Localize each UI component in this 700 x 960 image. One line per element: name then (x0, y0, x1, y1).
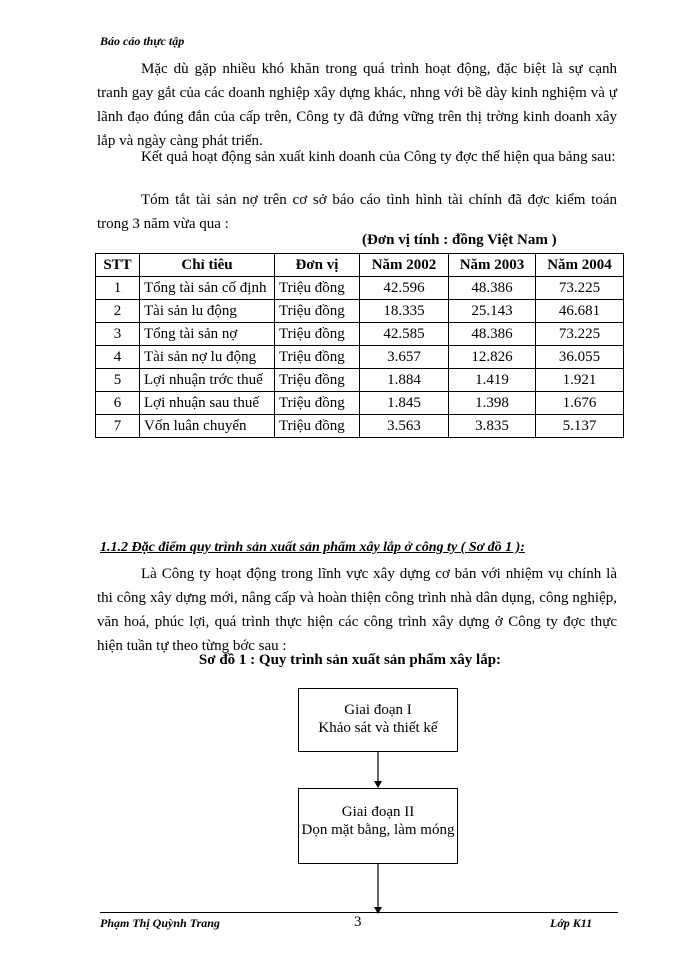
cell-stt: 6 (96, 392, 140, 415)
running-header: Báo cáo thực tập (100, 34, 185, 48)
cell-value-2003: 25.143 (449, 300, 536, 323)
cell-value-2003: 3.835 (449, 415, 536, 438)
stage-2-description: Dọn mặt bằng, làm móng (301, 822, 455, 838)
cell-value-2002: 3.657 (360, 346, 449, 369)
cell-value-2003: 48.386 (449, 323, 536, 346)
arrowhead-stage2 (374, 781, 382, 788)
cell-indicator: Tổng tài sản nợ (140, 323, 275, 346)
cell-stt: 4 (96, 346, 140, 369)
cell-value-2004: 5.137 (536, 415, 624, 438)
cell-value-2002: 1.845 (360, 392, 449, 415)
paragraph-results-intro: Kết quả hoạt động sản xuất kinh doanh của Công ty đợc thể hiện qua bảng sau: (141, 149, 616, 165)
cell-stt: 7 (96, 415, 140, 438)
stage-box-2 (298, 788, 458, 864)
header-indicator: Chỉ tiêu (140, 254, 275, 277)
stage-box-1 (298, 688, 458, 752)
footer-divider (100, 912, 618, 913)
stage-2-label: Giai đoạn II (341, 804, 415, 820)
cell-unit: Triệu đồng (275, 392, 360, 415)
footer-class: Lớp K11 (550, 916, 593, 930)
cell-unit: Triệu đồng (275, 277, 360, 300)
header-unit: Đơn vị (275, 254, 360, 277)
cell-value-2003: 1.419 (449, 369, 536, 392)
cell-indicator: Tổng tài sản cố định (140, 277, 275, 300)
cell-value-2002: 42.585 (360, 323, 449, 346)
cell-value-2004: 73.225 (536, 277, 624, 300)
cell-value-2004: 1.921 (536, 369, 624, 392)
section-heading: 1.1.2 Đặc điểm quy trình sản xuất sản phẩm xây lắp ở công ty ( Sơ đồ 1 ): (100, 540, 525, 555)
header-year-2004: Năm 2004 (536, 254, 624, 277)
page-number: 3 (354, 914, 362, 930)
cell-value-2004: 1.676 (536, 392, 624, 415)
cell-unit: Triệu đồng (275, 300, 360, 323)
cell-value-2004: 36.055 (536, 346, 624, 369)
paragraph-summary-intro: Tóm tắt tài sản nợ trên cơ sở báo cáo tình hình tài chính đã đợc kiểm toán trong 3 năm vừa qua : (97, 192, 617, 232)
cell-unit: Triệu đồng (275, 323, 360, 346)
cell-value-2002: 18.335 (360, 300, 449, 323)
cell-unit: Triệu đồng (275, 369, 360, 392)
cell-value-2004: 46.681 (536, 300, 624, 323)
cell-value-2002: 1.884 (360, 369, 449, 392)
table-unit-note: (Đơn vị tính : đồng Việt Nam ) (362, 232, 557, 248)
cell-unit: Triệu đồng (275, 346, 360, 369)
cell-indicator: Lợi nhuận trớc thuế (140, 369, 275, 392)
cell-value-2003: 1.398 (449, 392, 536, 415)
cell-indicator: Vốn luân chuyển (140, 415, 275, 438)
cell-stt: 1 (96, 277, 140, 300)
paragraph-process-intro: Là Công ty hoạt động trong lĩnh vực xây dựng cơ bản với nhiệm vụ chính là thi công xây dựng mới, nâng cấp và hoàn thiện công trình nhà dân dụng, công nghiệp, văn hoá, phúc lợi, quá trình thực hiện các công trình xây dựng ở Công ty đợc thực hiện tuần tự theo từng bớc sau : (97, 566, 617, 654)
cell-value-2004: 73.225 (536, 323, 624, 346)
cell-stt: 2 (96, 300, 140, 323)
cell-value-2002: 42.596 (360, 277, 449, 300)
cell-value-2003: 12.826 (449, 346, 536, 369)
diagram-title: Sơ đồ 1 : Quy trình sản xuất sản phẩm xây lắp: (198, 652, 502, 668)
cell-unit: Triệu đồng (275, 415, 360, 438)
header-year-2003: Năm 2003 (449, 254, 536, 277)
stage-1-label: Giai đoạn I (344, 702, 412, 718)
paragraph-intro: Mặc dù gặp nhiều khó khăn trong quá trình hoạt động, đặc biệt là sự cạnh tranh gay gắt của các doanh nghiệp xây dựng khác, nhng với bề dày kinh nghiệm và ự lãnh đạo đúng đắn của cấp trên, Công ty đã đứng vững trên thị trờng kinh doanh xây lắp và ngày càng phát triển. (97, 61, 617, 149)
cell-stt: 3 (96, 323, 140, 346)
stage-1-description: Khảo sát và thiết kế (318, 720, 438, 736)
cell-stt: 5 (96, 369, 140, 392)
footer-author: Phạm Thị Quỳnh Trang (100, 916, 220, 930)
cell-indicator: Tài sản nợ lu động (140, 346, 275, 369)
cell-indicator: Tài sản lu động (140, 300, 275, 323)
cell-indicator: Lợi nhuận sau thuế (140, 392, 275, 415)
cell-value-2002: 3.563 (360, 415, 449, 438)
header-stt: STT (96, 254, 140, 277)
header-year-2002: Năm 2002 (360, 254, 449, 277)
cell-value-2003: 48.386 (449, 277, 536, 300)
